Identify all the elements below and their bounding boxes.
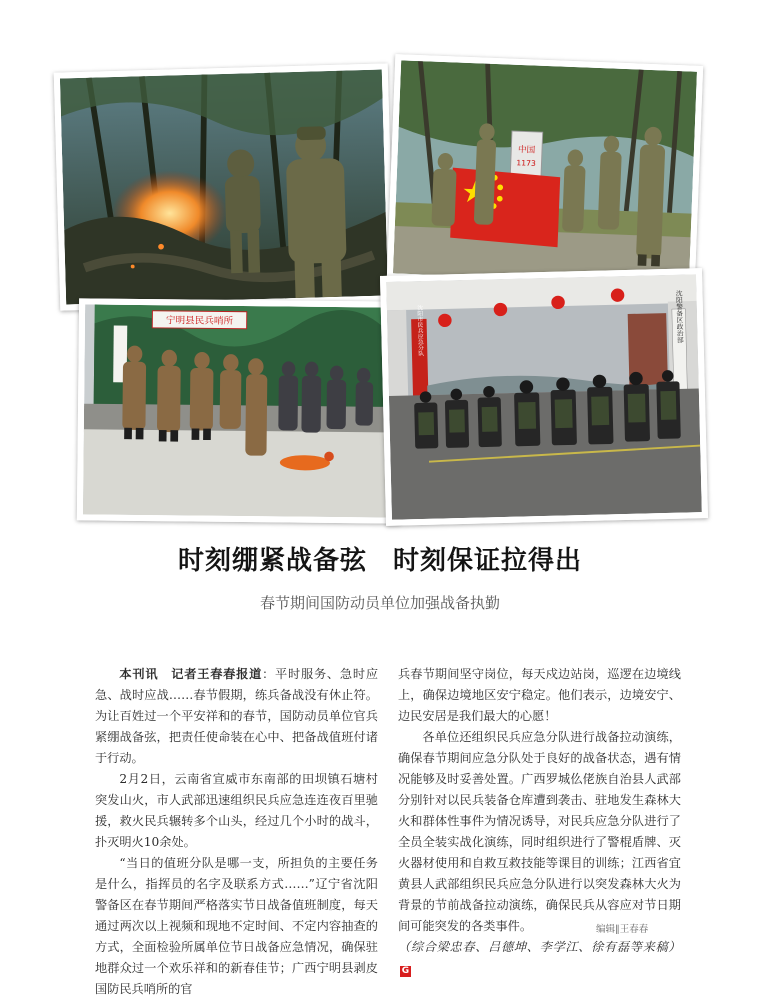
- article-credit-line: [398, 937, 681, 979]
- article-paragraph-4: 各单位还组织民兵应急分队进行战备拉动演练，确保春节期间应急分队处于良好的战备状态，遇有情况能够及时妥善处置。广西罗城仫佬族自治县人武部分别针对以民兵装备仓库遭到袭击、驻地发生森林大火和群体性事件为情况诱导，对民兵应急分队进行了全员全装实战化演练，同时组织进行了警棍盾牌、灭火器材使用和自救互救技能等课目的训练；江西省宜黄县人武部组织民兵应急分队进行以突发森林大火为背景的节前战备拉动演练，确保民兵从容应对节日期间可能突发的各类事件。: [398, 730, 681, 933]
- riot-shield-drill-photo: [380, 268, 708, 526]
- forest-fire-fighting-photo: [54, 63, 395, 310]
- article-paragraph-3: “当日的值班分队是哪一支，所担负的主要任务是什么，指挥员的名字及联系方式……”辽宁省沈阳警备区在春节期间严格落实节日战备值班制度，每天通过两次以上视频和现地不定时间、不定内容抽查的方式，全面检验所属单位节日战备应急情况，确保驻地群众过一个欢乐祥和的新春佳节；广西宁明县剥皮国防民兵哨所的官: [95, 856, 378, 996]
- byline: 记者王春春报道: [170, 667, 263, 681]
- headline: [0, 540, 760, 577]
- subheadline: 春节期间国防动员单位加强战备执勤: [259, 594, 500, 612]
- article-paragraph-2: 2月2日，云南省宣威市东南部的田坝镇石塘村突发山火，市人武部迅速组织民兵应急连连夜百里驰援，救火民兵辗转多个山头，经过几个小时的战斗，扑灭明火10余处。: [95, 772, 378, 849]
- border-marker-country: 中国: [517, 145, 536, 156]
- headline-part-1: 时刻绷紧战备弦: [177, 546, 367, 576]
- headline-part-2: 时刻保证拉得出: [393, 546, 583, 576]
- paragraph-1-text: ：平时服务、急时应急、战时应战……春节假期，练兵备战没有休止符。为让百姓过一个平安祥和的春节，国防动员单位官兵紧绷战备弦，把责任使命装在心中、把备战值班付诸于行动。: [95, 667, 379, 765]
- border-marker-number: 1173: [516, 158, 537, 168]
- article-credit: （综合梁忠春、吕德坤、李学江、徐有磊等来稿）: [398, 940, 681, 954]
- left-vertical-banner: 沈阳市民兵应急分队: [415, 304, 423, 357]
- article-paragraph-1: [95, 664, 378, 769]
- article-column-left: [95, 664, 378, 1000]
- garrison-sign: 沈阳警备区政治部: [674, 289, 684, 344]
- border-post-flag-photo: [387, 54, 703, 291]
- editor-credit: 编辑∥王春春: [596, 924, 649, 935]
- sentry-post-banner: 宁明县民兵哨所: [165, 315, 234, 327]
- militia-inspection-photo: [77, 298, 402, 523]
- end-mark-icon: G: [401, 966, 410, 976]
- article-paragraph-3-continued: 兵春节期间坚守岗位，每天戍边站岗，巡逻在边境线上，确保边境地区安宁稳定。他们表示，边境安宁、边民安居是我们最大的心愿！: [398, 667, 681, 723]
- lead-label: 本刊讯: [119, 667, 159, 681]
